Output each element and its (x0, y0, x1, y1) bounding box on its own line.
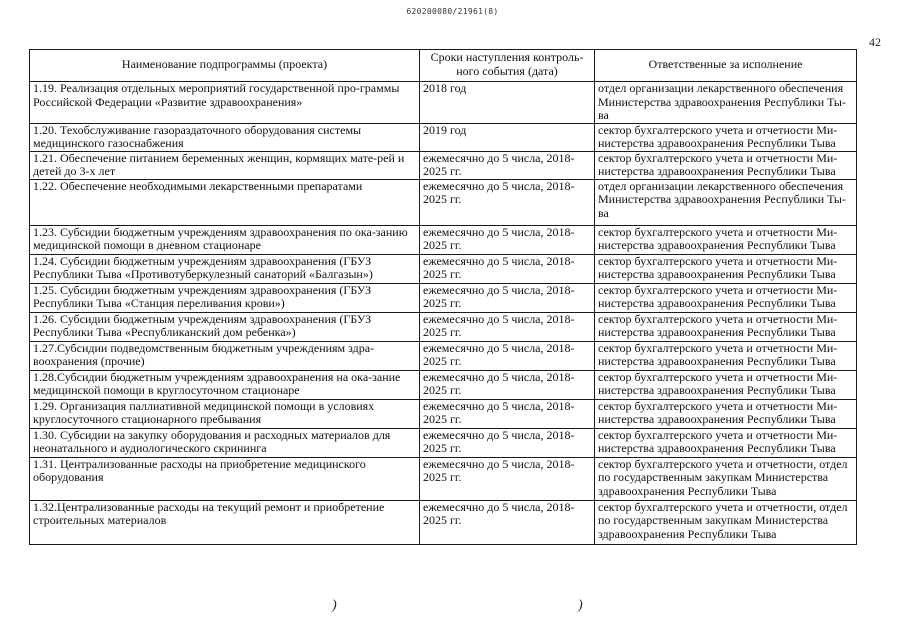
cell-deadline: ежемесячно до 5 числа, 2018-2025 гг. (420, 225, 595, 254)
table-row (30, 500, 857, 544)
cell-subprogram-name: 1.23. Субсидии бюджетным учреждениям здравоохранения по ока-занию медицинской помощи в дневном стационаре (30, 225, 420, 254)
cell-subprogram-name: 1.29. Организация паллиативной медицинской помощи в условиях круглосуточного стационарного пребывания (30, 399, 420, 428)
cell-subprogram-name: 1.26. Субсидии бюджетным учреждениям здравоохранения (ГБУЗ Республики Тыва «Республиканский дом ребенка») (30, 312, 420, 341)
cell-subprogram-name: 1.21. Обеспечение питанием беременных женщин, кормящих мате-рей и детей до 3-х лет (30, 151, 420, 179)
cell-responsible: сектор бухгалтерского учета и отчетности Ми-нистерства здравоохранения Республики Тыва (595, 151, 857, 179)
cell-responsible: сектор бухгалтерского учета и отчетности Ми-нистерства здравоохранения Республики Тыва (595, 123, 857, 151)
cell-responsible: сектор бухгалтерского учета и отчетности, отдел по государственным закупкам Министерства здравоохранения Республики Тыва (595, 500, 857, 544)
cell-responsible: сектор бухгалтерского учета и отчетности Ми-нистерства здравоохранения Республики Тыва (595, 341, 857, 370)
cell-deadline: 2018 год (420, 82, 595, 124)
table-row (30, 283, 857, 312)
handwritten-mark: ) (332, 598, 337, 613)
header-subprogram-name: Наименование подпрограммы (проекта) (30, 50, 420, 82)
cell-deadline: ежемесячно до 5 числа, 2018-2025 гг. (420, 283, 595, 312)
cell-subprogram-name: 1.27.Субсидии подведомственным бюджетным учреждениям здра-воохранения (прочие) (30, 341, 420, 370)
table-row (30, 399, 857, 428)
table-row (30, 123, 857, 151)
subprogram-table (29, 49, 857, 545)
cell-deadline: ежемесячно до 5 числа, 2018-2025 гг. (420, 500, 595, 544)
cell-responsible: сектор бухгалтерского учета и отчетности Ми-нистерства здравоохранения Республики Тыва (595, 254, 857, 283)
cell-deadline: 2019 год (420, 123, 595, 151)
cell-subprogram-name: 1.19. Реализация отдельных мероприятий государственной про-граммы Российской Федерации «Развитие здравоохранения» (30, 82, 420, 124)
header-deadline: Сроки наступления контроль-ного события (дата) (420, 50, 595, 82)
table-row (30, 457, 857, 500)
table-row (30, 370, 857, 399)
cell-responsible: сектор бухгалтерского учета и отчетности, отдел по государственным закупкам Министерства здравоохранения Республики Тыва (595, 457, 857, 500)
table-header-row (30, 50, 857, 82)
table-row (30, 179, 857, 225)
cell-subprogram-name: 1.24. Субсидии бюджетным учреждениям здравоохранения (ГБУЗ Республики Тыва «Противотуберкулезный санаторий «Балгазын») (30, 254, 420, 283)
table-row (30, 151, 857, 179)
handwritten-mark: ) (578, 598, 583, 613)
table-row (30, 428, 857, 457)
cell-deadline: ежемесячно до 5 числа, 2018-2025 гг. (420, 254, 595, 283)
table-row (30, 82, 857, 124)
cell-subprogram-name: 1.32.Централизованные расходы на текущий ремонт и приобретение строительных материалов (30, 500, 420, 544)
cell-subprogram-name: 1.20. Техобслуживание газораздаточного оборудования системы медицинского газоснабжения (30, 123, 420, 151)
cell-responsible: сектор бухгалтерского учета и отчетности Ми-нистерства здравоохранения Республики Тыва (595, 370, 857, 399)
cell-responsible: отдел организации лекарственного обеспечения Министерства здравоохранения Республики Ты-ва (595, 179, 857, 225)
cell-deadline: ежемесячно до 5 числа, 2018-2025 гг. (420, 428, 595, 457)
table-row (30, 312, 857, 341)
table-row (30, 225, 857, 254)
cell-responsible: сектор бухгалтерского учета и отчетности Ми-нистерства здравоохранения Республики Тыва (595, 399, 857, 428)
cell-deadline: ежемесячно до 5 числа, 2018-2025 гг. (420, 312, 595, 341)
cell-subprogram-name: 1.25. Субсидии бюджетным учреждениям здравоохранения (ГБУЗ Республики Тыва «Станция переливания крови») (30, 283, 420, 312)
cell-responsible: сектор бухгалтерского учета и отчетности Ми-нистерства здравоохранения Республики Тыва (595, 283, 857, 312)
cell-deadline: ежемесячно до 5 числа, 2018-2025 гг. (420, 341, 595, 370)
cell-responsible: сектор бухгалтерского учета и отчетности Ми-нистерства здравоохранения Республики Тыва (595, 428, 857, 457)
cell-subprogram-name: 1.31. Централизованные расходы на приобретение медицинского оборудования (30, 457, 420, 500)
table-row (30, 254, 857, 283)
document-header-code: 620200080/21961(8) (406, 7, 499, 16)
cell-responsible: сектор бухгалтерского учета и отчетности Ми-нистерства здравоохранения Республики Тыва (595, 225, 857, 254)
cell-responsible: сектор бухгалтерского учета и отчетности Ми-нистерства здравоохранения Республики Тыва (595, 312, 857, 341)
page-number: 42 (869, 35, 881, 49)
cell-subprogram-name: 1.28.Субсидии бюджетным учреждениям здравоохранения на ока-зание медицинской помощи в круглосуточном стационаре (30, 370, 420, 399)
cell-deadline: ежемесячно до 5 числа, 2018-2025 гг. (420, 399, 595, 428)
table-row (30, 341, 857, 370)
header-responsible: Ответственные за исполнение (595, 50, 857, 82)
cell-deadline: ежемесячно до 5 числа, 2018-2025 гг. (420, 179, 595, 225)
cell-responsible: отдел организации лекарственного обеспечения Министерства здравоохранения Республики Ты-ва (595, 82, 857, 124)
cell-deadline: ежемесячно до 5 числа, 2018-2025 гг. (420, 370, 595, 399)
cell-subprogram-name: 1.30. Субсидии на закупку оборудования и расходных материалов для неонатального и аудиологического скрининга (30, 428, 420, 457)
cell-deadline: ежемесячно до 5 числа, 2018-2025 гг. (420, 151, 595, 179)
cell-subprogram-name: 1.22. Обеспечение необходимыми лекарственными препаратами (30, 179, 420, 225)
cell-deadline: ежемесячно до 5 числа, 2018-2025 гг. (420, 457, 595, 500)
